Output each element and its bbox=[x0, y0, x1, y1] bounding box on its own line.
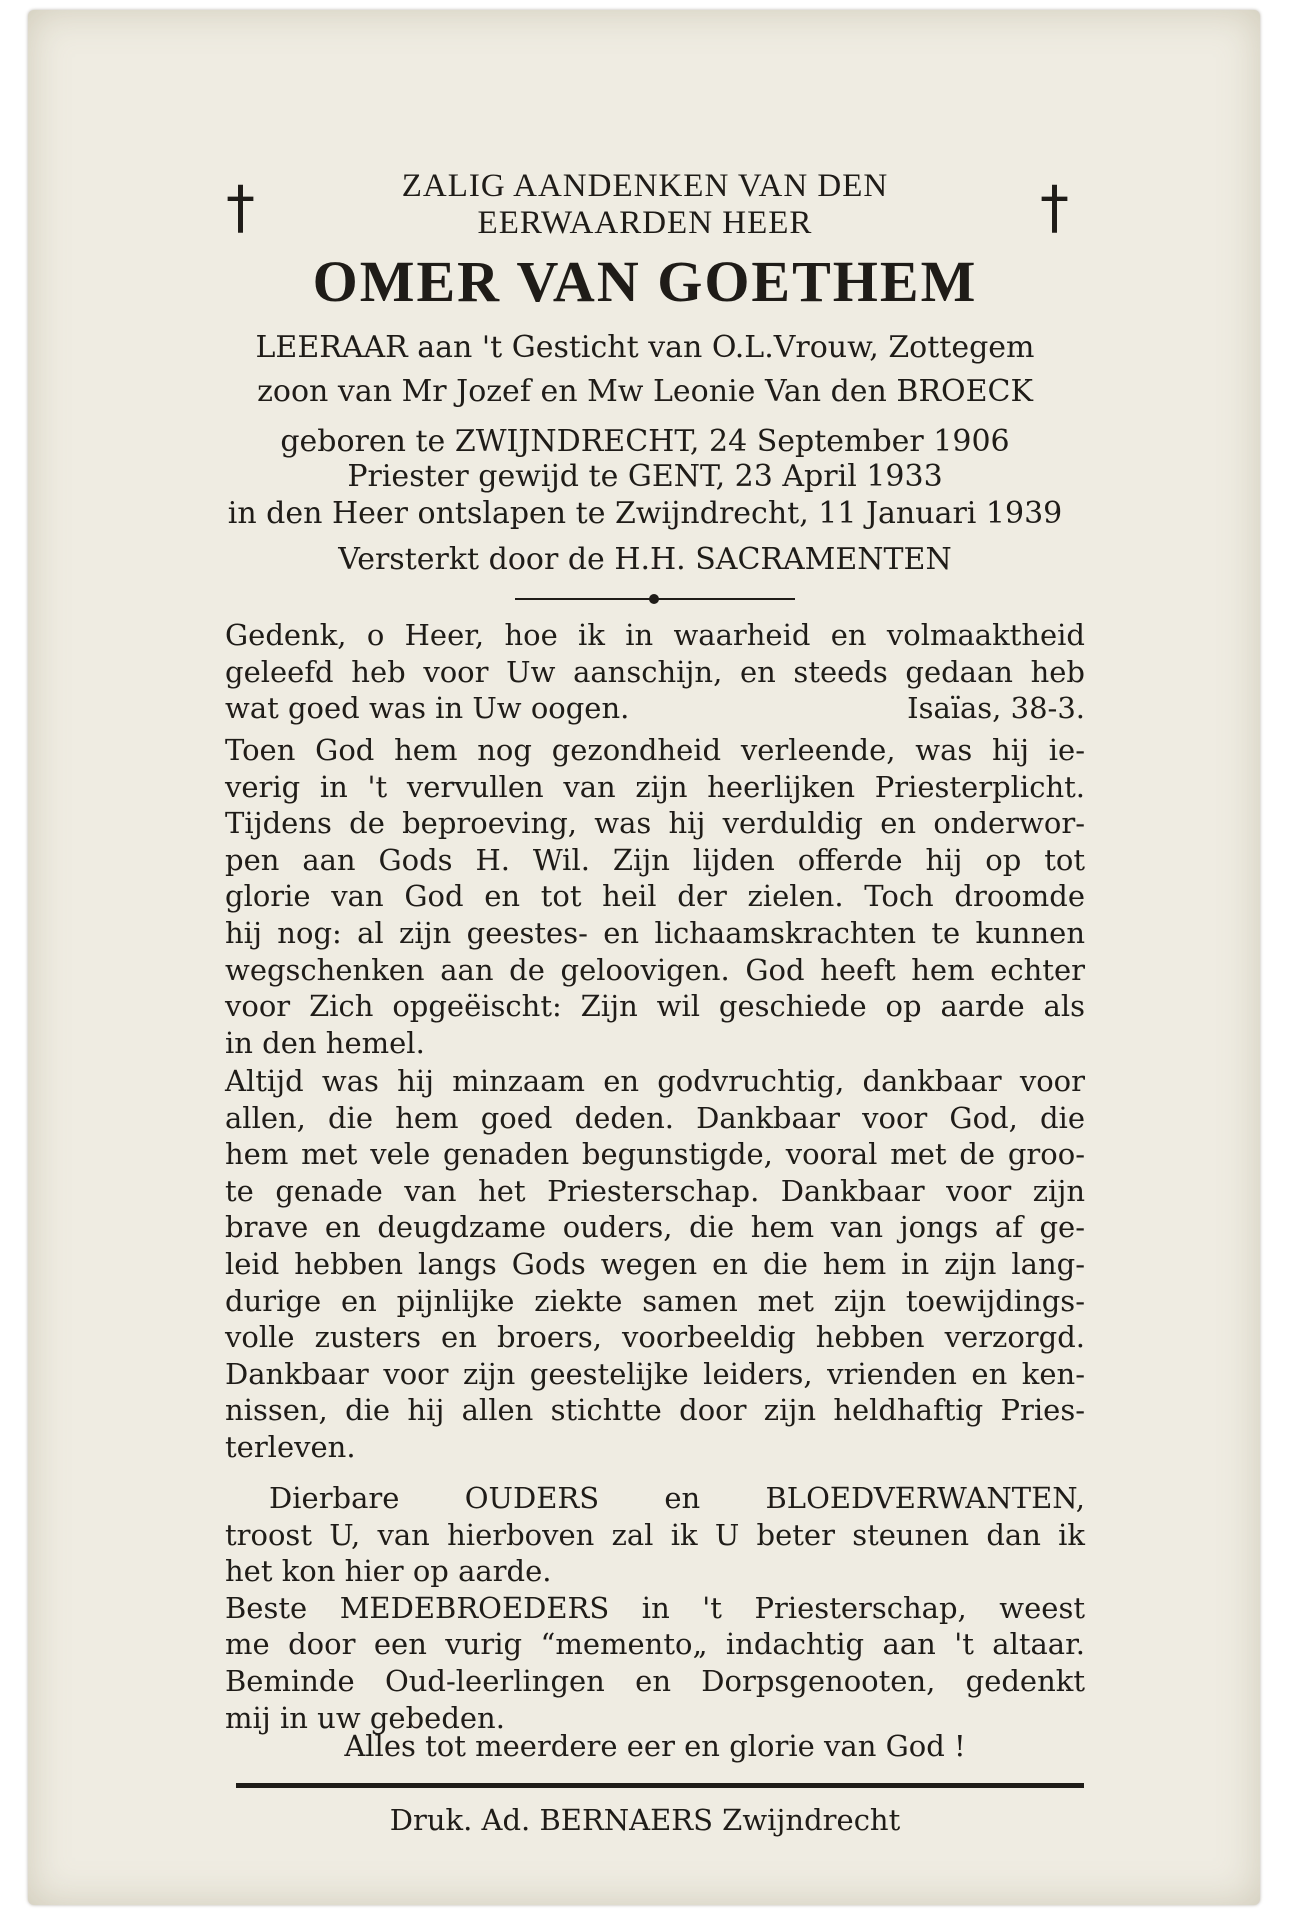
text-line: verig in 't vervullen van zijn heerlijken Priesterplicht. bbox=[225, 769, 1085, 804]
parents-line: zoon van Mr Jozef en Mw Leonie Van den BROECK bbox=[257, 374, 1033, 409]
quote-line: Gedenk, o Heer, hoe ik in waarheid en volmaaktheid bbox=[225, 618, 1085, 652]
text-line: Toen God hem nog gezondheid verleende, was hij ie- bbox=[225, 733, 1085, 767]
text-line: mij in uw gebeden. bbox=[225, 1700, 505, 1735]
birth-line: geboren te ZWIJNDRECHT, 24 September 1906 bbox=[280, 424, 1010, 459]
text-line: wegschenken aan de geloovigen. God heeft hem echter bbox=[225, 952, 1085, 987]
ordination-line: Priester gewijd te GENT, 23 April 1933 bbox=[347, 459, 943, 494]
text-line: leid hebben langs Gods wegen en die hem in zijn lang- bbox=[225, 1246, 1085, 1281]
text-line: Beste MEDEBROEDERS in 't Priesterschap, weest bbox=[225, 1590, 1085, 1625]
death-line: in den Heer ontslapen te Zwijndrecht, 11 Januari 1939 bbox=[227, 496, 1063, 531]
scripture-reference: Isaïas, 38-3. bbox=[907, 691, 1085, 726]
paragraph-illness bbox=[225, 732, 1085, 1061]
closing-line: Alles tot meerdere eer en glorie van God ! bbox=[344, 1729, 966, 1763]
text-line: hij nog: al zijn geestes- en lichaamskrachten te kunnen bbox=[225, 915, 1085, 950]
role-line: LEERAAR aan 't Gesticht van O.L.Vrouw, Zottegem bbox=[255, 330, 1035, 365]
text-line: durige en pijnlijke ziekte samen met zijn toewijdings- bbox=[225, 1283, 1085, 1318]
text-line: Tijdens de beproeving, was hij verduldig en onderwor- bbox=[225, 806, 1085, 841]
text-line: Beminde Oud-leerlingen en Dorpsgenooten, gedenkt bbox=[225, 1663, 1085, 1698]
text-line: te genade van het Priesterschap. Dankbaar voor zijn bbox=[225, 1173, 1085, 1208]
text-line: nissen, die hij allen stichtte door zijn heldhaftig Pries- bbox=[225, 1393, 1085, 1428]
text-line: allen, die hem goed deden. Dankbaar voor God, die bbox=[225, 1100, 1085, 1135]
sacraments-line: Versterkt door de H.H. SACRAMENTEN bbox=[338, 542, 952, 577]
text-line: het kon hier op aarde. bbox=[225, 1554, 552, 1589]
text-line: pen aan Gods H. Wil. Zijn lijden offerde hij op tot bbox=[225, 842, 1085, 877]
footer-rule bbox=[236, 1783, 1084, 1788]
deceased-name: OMER VAN GOETHEM bbox=[312, 249, 978, 314]
paragraph-character bbox=[225, 1063, 1085, 1466]
text-line: brave en deugdzame ouders, die hem van jongs af ge- bbox=[225, 1210, 1085, 1245]
quote-line: geleefd heb voor Uw aanschijn, en steeds gedaan heb bbox=[225, 654, 1085, 689]
quote-line-3: wat goed was in Uw oogen. bbox=[225, 691, 630, 726]
quote-line bbox=[225, 690, 1085, 727]
text-line: Dierbare OUDERS en BLOEDVERWANTEN, bbox=[269, 1481, 1085, 1515]
paragraph-farewell bbox=[225, 1480, 1085, 1736]
text-line: glorie van God en tot heil der zielen. Toch droomde bbox=[225, 879, 1085, 914]
text-line: terleven. bbox=[225, 1429, 356, 1464]
text-line: in den hemel. bbox=[225, 1025, 425, 1060]
text-line: voor Zich opgeëischt: Zijn wil geschiede op aarde als bbox=[225, 989, 1085, 1024]
header-line-2: EERWAARDEN HEER bbox=[477, 205, 813, 241]
scripture-quote bbox=[225, 617, 1085, 727]
text-line: Altijd was hij minzaam en godvruchtig, dankbaar voor bbox=[225, 1064, 1085, 1098]
separator-dot bbox=[649, 594, 659, 604]
right-cross-icon: † bbox=[1040, 173, 1069, 241]
text-line: hem met vele genaden begunstigde, vooral met de groo- bbox=[225, 1137, 1085, 1172]
text-line: volle zusters en broers, voorbeeldig hebben verzorgd. bbox=[225, 1320, 1085, 1355]
header-line-1: ZALIG AANDENKEN VAN DEN bbox=[401, 168, 889, 204]
left-cross-icon: † bbox=[226, 173, 255, 241]
text-line: troost U, van hierboven zal ik U beter steunen dan ik bbox=[225, 1517, 1085, 1552]
text-line: me door een vurig “memento„ indachtig aan 't altaar. bbox=[225, 1627, 1085, 1662]
text-line: Dankbaar voor zijn geestelijke leiders, vrienden en ken- bbox=[225, 1356, 1085, 1391]
printer-credit: Druk. Ad. BERNAERS Zwijndrecht bbox=[389, 1803, 901, 1837]
